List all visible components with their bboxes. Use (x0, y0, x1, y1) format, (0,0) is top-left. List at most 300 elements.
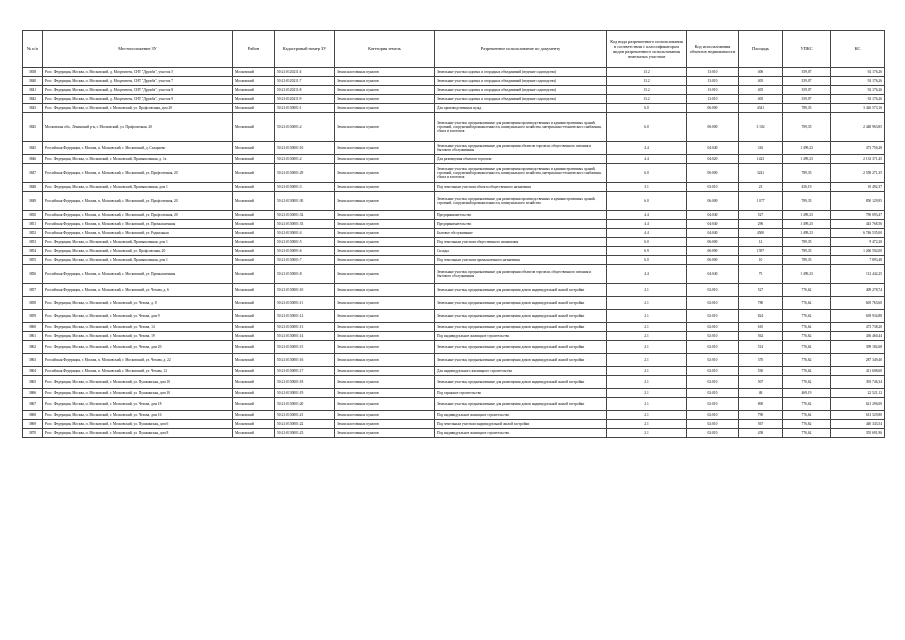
row-land-category: Земли населенных пунктов (335, 142, 435, 155)
row-vri-code: 4.4 (607, 265, 687, 284)
row-ks: 790 093,47 (831, 211, 885, 220)
row-land-category: Земли населенных пунктов (335, 332, 435, 341)
row-region: Московский (233, 376, 275, 389)
row-vri-code: 2.1 (607, 398, 687, 411)
row-cadastral-number: 50:21:0130001:3 (275, 183, 335, 192)
col-header-location: Местоположение ЗУ (43, 31, 233, 68)
row-vri-code: 13.2 (607, 77, 687, 86)
table-row (23, 211, 885, 220)
row-location: Росс. Федерация, Москва, п. Московский, г. Московский, ул. Чехова, 19 (43, 332, 233, 341)
row-vri-code: 2.1 (607, 420, 687, 429)
row-location: Росс. Федерация, Москва, п. Московский, д. Мосрентген, СНТ "Дружба", участок 7 (43, 77, 233, 86)
row-region: Московский (233, 354, 275, 367)
row-use-code: 04:040 (687, 265, 739, 284)
table-row (23, 77, 885, 86)
row-number: 3847 (23, 164, 43, 183)
row-number: 3867 (23, 398, 43, 411)
row-vri-code: 2.1 (607, 389, 687, 398)
row-use-code: 02:010 (687, 367, 739, 376)
row-vri-code: 4.4 (607, 229, 687, 238)
row-region: Московский (233, 332, 275, 341)
row-use-code: 13:010 (687, 95, 739, 104)
row-land-category: Земли населенных пунктов (335, 220, 435, 229)
row-ks: 7 893,48 (831, 256, 885, 265)
row-ks: 605 763,60 (831, 297, 885, 310)
row-land-category: Земли населенных пунктов (335, 297, 435, 310)
row-region: Московский (233, 86, 275, 95)
row-permitted-use: Для производственных нужд (435, 104, 607, 113)
table-row (23, 86, 885, 95)
row-region: Московский (233, 323, 275, 332)
row-vri-code: 2.1 (607, 367, 687, 376)
row-ks: 473 756,28 (831, 142, 885, 155)
row-ks: 9 472,20 (831, 238, 885, 247)
row-region: Московский (233, 192, 275, 211)
row-upks: 776,62 (783, 411, 831, 420)
row-cadastral-number: 50:21:0130001:21 (275, 411, 335, 420)
row-location: Российская Федерация, г. Москва, п. Московский, г. Московский, ул. Чехова, д. 6 (43, 284, 233, 297)
table-row (23, 192, 885, 211)
row-cadastral-number: 50:21:0130001:22 (275, 420, 335, 429)
row-area: 23 (739, 183, 783, 192)
row-area: 405 (739, 77, 783, 86)
row-permitted-use: Для индивидуального жилищного строительства (435, 367, 607, 376)
row-permitted-use: Земельные участки садовых и огородных объединений (ведение садоводства) (435, 77, 607, 86)
row-number: 3870 (23, 429, 43, 438)
row-land-category: Земли населенных пунктов (335, 155, 435, 164)
row-vri-code: 6.0 (607, 104, 687, 113)
row-number: 3868 (23, 411, 43, 420)
table-row (23, 411, 885, 420)
table-row (23, 332, 885, 341)
row-use-code: 06:000 (687, 256, 739, 265)
row-vri-code: 13.2 (607, 95, 687, 104)
row-location: Российская Федерация, г. Москва, п. Московский, г. Московский, ул. Промышленная (43, 220, 233, 229)
row-land-category: Земли населенных пунктов (335, 429, 435, 438)
row-area: 4341 (739, 104, 783, 113)
row-area: 1423 (739, 155, 783, 164)
row-area: 405 (739, 86, 783, 95)
row-location: Росс. Федерация, Москва, п. Московский, г. Московский, ул. Чехова, 14 (43, 323, 233, 332)
row-use-code: 02:010 (687, 310, 739, 323)
row-land-category: Земли населенных пунктов (335, 411, 435, 420)
table-row (23, 297, 885, 310)
row-upks: 776,62 (783, 341, 831, 354)
row-cadastral-number: 50:21:0130001:30 (275, 192, 335, 211)
row-area: 406 (739, 68, 783, 77)
row-land-category: Земли населенных пунктов (335, 104, 435, 113)
row-vri-code: 6.0 (607, 238, 687, 247)
row-area: 610 (739, 323, 783, 332)
row-vri-code: 4.4 (607, 142, 687, 155)
row-upks: 776,62 (783, 354, 831, 367)
row-ks: 621 296,00 (831, 398, 885, 411)
row-location: Росс. Федерация, Москва, п. Московский, д. Мосрентген, СНТ "Дружба", участок 5 (43, 68, 233, 77)
row-permitted-use: Земельные участки, предназначенные для размещения домов индивидуальной жилой застройки (435, 354, 607, 367)
row-region: Московский (233, 183, 275, 192)
row-permitted-use: Для размещения объектов торговли (435, 155, 607, 164)
table-row (23, 420, 885, 429)
row-region: Московский (233, 238, 275, 247)
row-use-code: 02:010 (687, 323, 739, 332)
row-location: Росс. Федерация, Москва, п. Московский, г. Московский, ул. Пушкинская, дом 10 (43, 376, 233, 389)
row-vri-code: 2.1 (607, 354, 687, 367)
row-ks: 2 133 371,45 (831, 155, 885, 164)
col-header-ks: КС (831, 31, 885, 68)
row-ks: 639 934,88 (831, 310, 885, 323)
row-use-code: 06:000 (687, 164, 739, 183)
row-use-code: 13:010 (687, 86, 739, 95)
row-number: 3845 (23, 113, 43, 142)
row-upks: 789,35 (783, 238, 831, 247)
row-region: Московский (233, 265, 275, 284)
row-number: 3854 (23, 247, 43, 256)
row-location: Российская Федерация, г. Москва, п. Московский, г. Московский, ул. Промышленная (43, 265, 233, 284)
row-upks: 789,35 (783, 192, 831, 211)
row-cadastral-number: 50:21:0130001:10 (275, 284, 335, 297)
row-permitted-use: Под индивидуальное жилищное строительство (435, 411, 607, 420)
row-ks: 411 608,60 (831, 367, 885, 376)
row-area: 507 (739, 376, 783, 389)
row-region: Московский (233, 297, 275, 310)
row-vri-code: 6.0 (607, 164, 687, 183)
row-upks: 359,07 (783, 68, 831, 77)
row-upks: 776,62 (783, 332, 831, 341)
col-header-num: № п/п (23, 31, 43, 68)
row-region: Московский (233, 256, 275, 265)
row-area: 800 (739, 398, 783, 411)
row-land-category: Земли населенных пунктов (335, 86, 435, 95)
table-row (23, 323, 885, 332)
row-upks: 776,62 (783, 310, 831, 323)
row-permitted-use: Земельные участки, предназначенные для размещения домов индивидуальной жилой застройки (435, 323, 607, 332)
row-permitted-use: Под индивидуальное жилищное строительство (435, 332, 607, 341)
row-use-code: 06:090 (687, 247, 739, 256)
row-permitted-use: Земельные участки, предназначенные для размещения домов индивидуальной жилой застройки (435, 341, 607, 354)
table-row (23, 310, 885, 323)
row-permitted-use: Земельные участки, предназначенные для размещения домов индивидуальной жилой застройки (435, 297, 607, 310)
row-use-code: 02:010 (687, 389, 739, 398)
row-use-code: 06:000 (687, 104, 739, 113)
row-region: Московский (233, 113, 275, 142)
row-vri-code: 2.1 (607, 429, 687, 438)
row-cadastral-number: 50:21:0130001:20 (275, 398, 335, 411)
row-number: 3848 (23, 183, 43, 192)
row-use-code: 02:010 (687, 284, 739, 297)
row-region: Московский (233, 142, 275, 155)
row-land-category: Земли населенных пунктов (335, 211, 435, 220)
row-cadastral-number: 50:21:0130001:13 (275, 323, 335, 332)
row-use-code: 03:010 (687, 183, 739, 192)
row-upks: 456,19 (783, 183, 831, 192)
row-vri-code: 6.0 (607, 256, 687, 265)
row-upks: 776,62 (783, 323, 831, 332)
row-cadastral-number: 50:21:0130001:17 (275, 367, 335, 376)
row-location: Росс. Федерация, Москва, п. Московский, г. Московский, ул. Профсоюзная, дом 20 (43, 104, 233, 113)
col-header-use-code: Код использования объектов недвижимости (687, 31, 739, 68)
row-land-category: Земли населенных пунктов (335, 376, 435, 389)
row-area: 567 (739, 420, 783, 429)
row-land-category: Земли населенных пунктов (335, 389, 435, 398)
row-vri-code: 2.1 (607, 376, 687, 389)
row-area: 4500 (739, 229, 783, 238)
row-region: Московский (233, 247, 275, 256)
row-vri-code: 2.1 (607, 284, 687, 297)
row-area: 790 (739, 411, 783, 420)
row-number: 3846 (23, 155, 43, 164)
table-row (23, 164, 885, 183)
table-header-row (23, 31, 885, 68)
row-upks: 359,07 (783, 77, 831, 86)
row-use-code: 13:010 (687, 77, 739, 86)
row-ks: 613 529,80 (831, 411, 885, 420)
row-number: 3869 (23, 420, 43, 429)
row-ks: 6 746 535,00 (831, 229, 885, 238)
row-area: 3 102 (739, 113, 783, 142)
row-cadastral-number: 50:21:0130001:18 (275, 376, 335, 389)
row-permitted-use: Земельные участки, предназначенные для размещения домов индивидуальной жилой застройки (435, 398, 607, 411)
row-land-category: Земли населенных пунктов (335, 310, 435, 323)
row-ks: 393 746,34 (831, 376, 885, 389)
col-header-region: Район (233, 31, 275, 68)
row-vri-code: 4.4 (607, 211, 687, 220)
row-permitted-use: Под земельным участком общественного назначения (435, 238, 607, 247)
col-header-category: Категория земель (335, 31, 435, 68)
row-region: Московский (233, 398, 275, 411)
row-cadastral-number: 50:21:0130001:11 (275, 297, 335, 310)
row-vri-code: 2.1 (607, 411, 687, 420)
row-land-category: Земли населенных пунктов (335, 183, 435, 192)
row-location: Росс. Федерация, Москва, п. Московский, г. Московский, Промышленная, дом 1 (43, 238, 233, 247)
row-number: 3860 (23, 323, 43, 332)
row-land-category: Земли населенных пунктов (335, 354, 435, 367)
table-row (23, 429, 885, 438)
row-upks: 789,35 (783, 104, 831, 113)
row-number: 3864 (23, 367, 43, 376)
row-vri-code: 13.2 (607, 68, 687, 77)
row-cadastral-number: 50:21:0130001:5 (275, 238, 335, 247)
table-row (23, 104, 885, 113)
row-permitted-use: Земельные участки садовых и огородных объединений (ведение садоводства) (435, 68, 607, 77)
row-use-code: 02:010 (687, 332, 739, 341)
row-vri-code: 2.1 (607, 323, 687, 332)
row-upks: 789,35 (783, 113, 831, 142)
row-cadastral-number: 50:21:0130001:7 (275, 256, 335, 265)
row-ks: 287 349,40 (831, 354, 885, 367)
row-number: 3859 (23, 310, 43, 323)
row-use-code: 02:010 (687, 398, 739, 411)
row-cadastral-number: 50:21:0130001:29 (275, 164, 335, 183)
row-ks: 409 278,74 (831, 284, 885, 297)
row-region: Московский (233, 420, 275, 429)
row-permitted-use: Предпринимательство (435, 211, 607, 220)
row-ks: 2 448 963,85 (831, 113, 885, 142)
row-number: 3851 (23, 220, 43, 229)
row-land-category: Земли населенных пунктов (335, 367, 435, 376)
col-header-cadastral: Кадастровый номер ЗУ (275, 31, 335, 68)
row-area: 370 (739, 354, 783, 367)
row-number: 3838 (23, 68, 43, 77)
row-number: 3845 (23, 142, 43, 155)
table-row (23, 238, 885, 247)
row-vri-code: 13.2 (607, 86, 687, 95)
row-land-category: Земли населенных пунктов (335, 256, 435, 265)
row-permitted-use: Под земельным участком промышленного назначения (435, 256, 607, 265)
row-upks: 789,35 (783, 256, 831, 265)
row-ks: 355 691,96 (831, 429, 885, 438)
row-land-category: Земли населенных пунктов (335, 284, 435, 297)
row-number: 3842 (23, 95, 43, 104)
row-location: Росс. Федерация, Москва, п. Московский, г. Московский, ул. Чехова, дом 18 (43, 398, 233, 411)
row-cadastral-number: 50:21:0130001:1 (275, 104, 335, 113)
row-land-category: Земли населенных пунктов (335, 247, 435, 256)
row-use-code: 13:010 (687, 68, 739, 77)
row-land-category: Земли населенных пунктов (335, 113, 435, 142)
row-area: 824 (739, 310, 783, 323)
table-row (23, 229, 885, 238)
row-cadastral-number: 50:21:0120211:7 (275, 77, 335, 86)
row-region: Московский (233, 77, 275, 86)
row-use-code: 04:040 (687, 220, 739, 229)
row-area: 405 (739, 95, 783, 104)
row-cadastral-number: 50:21:0130001:15 (275, 341, 335, 354)
row-area: 3241 (739, 164, 783, 183)
row-land-category: Земли населенных пунктов (335, 95, 435, 104)
row-area: 1 077 (739, 192, 783, 211)
row-use-code: 02:010 (687, 420, 739, 429)
row-cadastral-number: 50:21:0130001:23 (275, 429, 335, 438)
row-number: 3861 (23, 332, 43, 341)
col-header-vri-code: Код вида разрешенного использования в соответствии с классификатором видов разрешенного использования земельных участков (607, 31, 687, 68)
table-row (23, 256, 885, 265)
row-upks: 776,62 (783, 376, 831, 389)
row-vri-code: 2.1 (607, 341, 687, 354)
row-upks: 1 499,23 (783, 265, 831, 284)
col-header-upks: УПКС (783, 31, 831, 68)
row-ks: 10 492,37 (831, 183, 885, 192)
row-area: 527 (739, 211, 783, 220)
table-row (23, 113, 885, 142)
row-region: Московский (233, 389, 275, 398)
row-location: Росс. Федерация, Москва, п. Московский, д. Мосрентген, СНТ "Дружба", участок 8 (43, 86, 233, 95)
row-cadastral-number: 50:21:0130001:14 (275, 332, 335, 341)
row-cadastral-number: 50:21:0130001:16 (275, 142, 335, 155)
row-vri-code: 2.1 (607, 332, 687, 341)
row-region: Московский (233, 310, 275, 323)
row-permitted-use: Предпринимательство (435, 220, 607, 229)
row-ks: 473 738,20 (831, 323, 885, 332)
row-location: Росс. Федерация, Москва, п. Московский, г. Московский, ул. Чехова, д. 8 (43, 297, 233, 310)
row-location: Российская Федерация, г. Москва, п. Московский, г. Московский, ул. Чехова, 12 (43, 367, 233, 376)
row-location: Московская обл., Ленинский р-н, г. Московский, ул. Профсоюзная, 20 (43, 113, 233, 142)
row-use-code: 02:010 (687, 297, 739, 310)
row-land-category: Земли населенных пунктов (335, 77, 435, 86)
row-vri-code: 2.1 (607, 297, 687, 310)
row-permitted-use: Под гаражное строительство (435, 389, 607, 398)
row-location: Российская Федерация, г. Москва, п. Московский, г. Московский, ул. Чехова, д. 22 (43, 354, 233, 367)
row-permitted-use: Земельные участки, предназначенные для размещения производственных и административных зданий, строений, сооружений промышленности, коммунального хозяйства, материально-технического снабжения, сбыта и заготовок (435, 164, 607, 183)
row-permitted-use: Земельные участки, предназначенные для размещения производственных и административных зданий, строений, сооружений промышленности, коммунального хозяйства, материально-технического снабжения, сбыта и заготовок (435, 113, 607, 142)
row-location: Росс. Федерация, Москва, п. Московский, г. Московский, Промышленная, дом 1 (43, 183, 233, 192)
row-ks: 436 460,44 (831, 332, 885, 341)
row-land-category: Земли населенных пунктов (335, 192, 435, 211)
row-use-code: 02:010 (687, 411, 739, 420)
col-header-area: Площадь (739, 31, 783, 68)
row-region: Московский (233, 429, 275, 438)
row-cadastral-number: 50:21:0120211:4 (275, 68, 335, 77)
table-row (23, 367, 885, 376)
row-permitted-use: Земельные участки, предназначенные для размещения производственных и административных зданий, строений, сооружений промышленности, коммунального хозяйства (435, 192, 607, 211)
row-vri-code: 3.1 (607, 183, 687, 192)
row-region: Московский (233, 155, 275, 164)
row-area: 530 (739, 367, 783, 376)
row-number: 3856 (23, 265, 43, 284)
row-location: Росс. Федерация, Москва, п. Московский, г. Московский, Промышленная, д. 1а (43, 155, 233, 164)
row-number: 3852 (23, 229, 43, 238)
row-area: 780 (739, 297, 783, 310)
row-region: Московский (233, 341, 275, 354)
row-upks: 1 499,23 (783, 211, 831, 220)
row-region: Московский (233, 211, 275, 220)
row-ks: 92 176,26 (831, 86, 885, 95)
row-upks: 789,35 (783, 164, 831, 183)
row-region: Московский (233, 220, 275, 229)
table-row (23, 389, 885, 398)
row-vri-code: 6.0 (607, 192, 687, 211)
row-land-category: Земли населенных пунктов (335, 398, 435, 411)
row-vri-code: 2.1 (607, 310, 687, 323)
row-area: 458 (739, 429, 783, 438)
row-region: Московский (233, 229, 275, 238)
row-cadastral-number: 50:21:0120211:9 (275, 95, 335, 104)
row-use-code: 04:040 (687, 211, 739, 220)
row-location: Росс. Федерация, Москва, п. Московский, д. Мосрентген, СНТ "Дружба", участок 9 (43, 95, 233, 104)
row-number: 3853 (23, 238, 43, 247)
row-location: Росс. Федерация, Москва, п. Московский, г. Московский, ул. Чехова, дом 16 (43, 411, 233, 420)
table-row (23, 95, 885, 104)
table-row (23, 341, 885, 354)
row-region: Московский (233, 164, 275, 183)
table-row (23, 398, 885, 411)
row-number: 3858 (23, 297, 43, 310)
row-number: 3865 (23, 376, 43, 389)
row-location: Российская Федерация, г. Москва, п. Московский, г. Московский, д. Саларьево (43, 142, 233, 155)
row-ks: 3 426 573,16 (831, 104, 885, 113)
row-upks: 469,19 (783, 389, 831, 398)
row-region: Московский (233, 367, 275, 376)
row-use-code: 06:000 (687, 192, 739, 211)
row-area: 48 (739, 389, 783, 398)
row-location: Росс. Федерация, Москва, п. Московский, г. Московский, ул. Чехова, дом 20 (43, 341, 233, 354)
row-use-code: 02:010 (687, 354, 739, 367)
row-number: 3863 (23, 354, 43, 367)
table-row (23, 376, 885, 389)
row-permitted-use: Бытовое обслуживание (435, 229, 607, 238)
row-upks: 789,35 (783, 247, 831, 256)
row-upks: 1 499,23 (783, 155, 831, 164)
table-body (23, 68, 885, 438)
row-permitted-use: Под земельным участком объекта общественного назначения (435, 183, 607, 192)
row-ks: 443 768,56 (831, 220, 885, 229)
row-region: Московский (233, 284, 275, 297)
row-location: Росс. Федерация, Москва, п. Московский, г. Московский, ул. Профсоюзная, 20 (43, 247, 233, 256)
row-vri-code: 6.0 (607, 113, 687, 142)
row-upks: 776,62 (783, 420, 831, 429)
row-permitted-use: Земельные участки садовых и огородных объединений (ведение садоводства) (435, 86, 607, 95)
row-ks: 1 260 592,00 (831, 247, 885, 256)
row-vri-code: 4.4 (607, 155, 687, 164)
row-permitted-use: Земельные участки, предназначенные для размещения домов индивидуальной жилой застройки (435, 310, 607, 323)
